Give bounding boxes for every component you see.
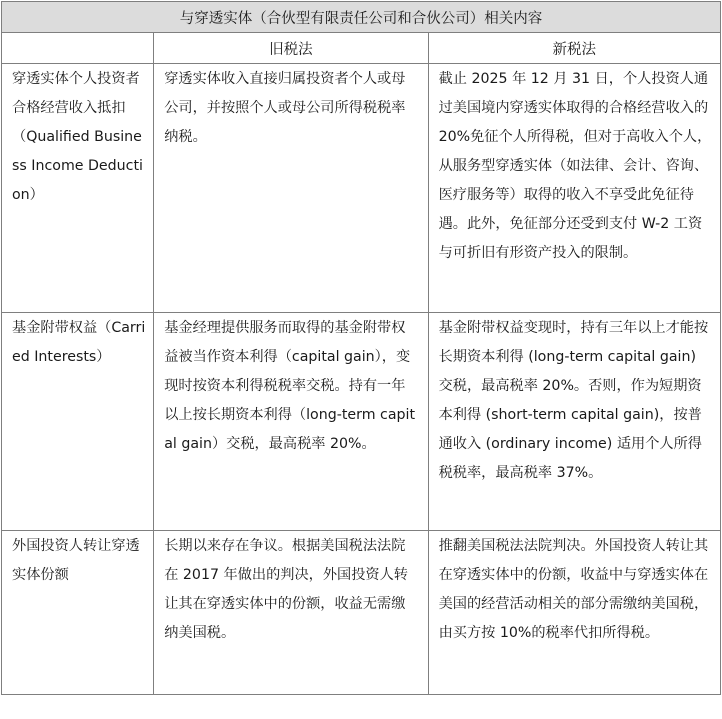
table-row [2,531,721,695]
header-old-tax-law: 旧税法 [154,33,428,64]
table-row [2,313,721,531]
row-label-qbi: 穿透实体个人投资者合格经营收入抵扣（Qualified Business Income Deduction） [2,64,154,313]
row-label-carried-interests: 基金附带权益（Carried Interests） [2,313,154,531]
tax-comparison-table [1,1,721,695]
new-law-cell: 截止 2025 年 12 月 31 日，个人投资人通过美国境内穿透实体取得的合格经营收入的 20%免征个人所得税，但对于高收入个人，从服务型穿透实体（如法律、会计、咨询、医疗服务等）取得的收入不享受此免征待遇。此外，免征部分还受到支付 W-2 工资与可折旧有形资产投入的限制。 [428,64,720,313]
header-new-tax-law: 新税法 [428,33,720,64]
table-header-row [2,33,721,64]
old-law-cell: 基金经理提供服务而取得的基金附带权益被当作资本利得（capital gain），变现时按资本利得税税率交税。持有一年以上按长期资本利得（long-term capital gain）交税，最高税率 20%。 [154,313,428,531]
old-law-cell: 长期以来存在争议。根据美国税法法院在 2017 年做出的判决，外国投资人转让其在穿透实体中的份额，收益无需缴纳美国税。 [154,531,428,695]
new-law-cell: 基金附带权益变现时，持有三年以上才能按长期资本利得 (long-term capital gain) 交税，最高税率 20%。否则，作为短期资本利得 (short-term capital gain)，按普通收入 (ordinary income) 适用个人所得税税率，最高税率 37%。 [428,313,720,531]
row-label-foreign-investor: 外国投资人转让穿透实体份额 [2,531,154,695]
header-blank [2,33,154,64]
table-title: 与穿透实体（合伙型有限责任公司和合伙公司）相关内容 [2,2,721,33]
table-row [2,64,721,313]
table-title-row [2,2,721,33]
new-law-cell: 推翻美国税法法院判决。外国投资人转让其在穿透实体中的份额，收益中与穿透实体在美国的经营活动相关的部分需缴纳美国税，由买方按 10%的税率代扣所得税。 [428,531,720,695]
old-law-cell: 穿透实体收入直接归属投资者个人或母公司，并按照个人或母公司所得税税率纳税。 [154,64,428,313]
